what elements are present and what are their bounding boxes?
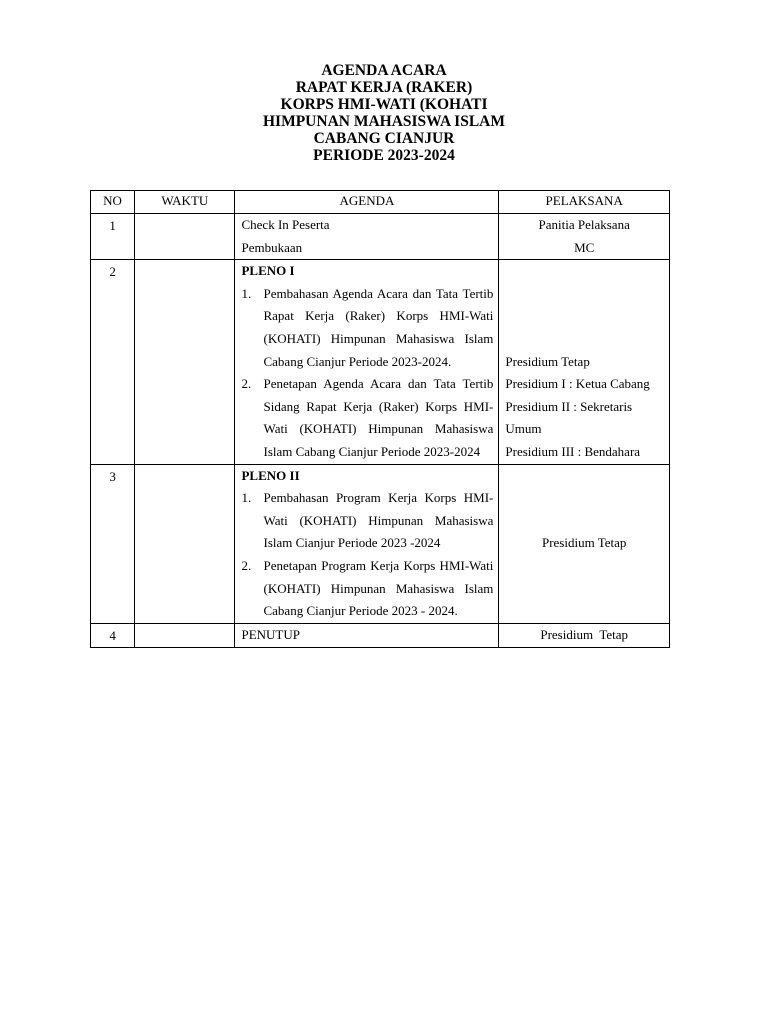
cell-no [91, 260, 135, 464]
list-text: Penetapan Agenda Acara dan Tata Tertib Sidang Rapat Kerja (Raker) Korps HMI-Wati (KOHATI) Himpunan Mahasiswa Islam Cabang Cianjur Periode 2023-2024 [263, 376, 494, 459]
row-number: 1 [109, 218, 116, 233]
table-row [91, 623, 670, 647]
agenda-text: Check In Peserta [241, 217, 330, 232]
cell-pelaksana [499, 260, 670, 464]
row-number: 4 [109, 627, 116, 643]
table-row [91, 214, 670, 260]
agenda-text: Pembukaan [241, 239, 303, 255]
list-text: Pembahasan Program Kerja Korps HMI-Wati (KOHATI) Himpunan Mahasiswa Islam Cianjur Periode 2023 -2024 [263, 490, 494, 551]
list-number: 2. [241, 376, 252, 392]
cell-no [91, 214, 135, 260]
pelaksana-text: Presidium Tetap [541, 535, 627, 551]
title-line-5: CABANG CIANJUR [313, 130, 455, 147]
list-item [241, 373, 493, 463]
cell-pelaksana [499, 623, 670, 647]
list-item [241, 487, 493, 555]
list-number: 1. [241, 490, 252, 506]
cell-waktu [135, 260, 235, 464]
cell-agenda [235, 464, 499, 623]
cell-no [91, 464, 135, 623]
cell-no [91, 623, 135, 647]
cell-agenda [235, 214, 499, 260]
list-item [241, 555, 493, 623]
section-heading: PLENO II [241, 467, 300, 483]
section-heading: PLENO I [241, 263, 295, 279]
agenda-text: PENUTUP [241, 626, 300, 642]
cell-pelaksana [499, 214, 670, 260]
agenda-list [241, 487, 493, 623]
pelaksana-text: MC [574, 239, 595, 255]
header-agenda: AGENDA [235, 191, 499, 214]
table-row [91, 260, 670, 464]
row-number: 3 [109, 468, 116, 484]
list-text: Penetapan Program Kerja Korps HMI-Wati (KOHATI) Himpunan Mahasiswa Islam Cabang Cianjur Periode 2023 - 2024. [263, 557, 494, 619]
agenda-table [90, 190, 670, 648]
cell-agenda [235, 623, 499, 647]
title-line-4: HIMPUNAN MAHASISWA ISLAM [263, 113, 505, 130]
pelaksana-text: Panitia Pelaksana [538, 217, 630, 232]
table-row [91, 464, 670, 623]
table-header-row [91, 191, 670, 214]
cell-waktu [135, 623, 235, 647]
pelaksana-text: Presidium Tetap [505, 353, 590, 369]
cell-waktu [135, 464, 235, 623]
title-line-6: PERIODE 2023-2024 [313, 147, 455, 164]
pelaksana-text: Presidium II : Sekretaris Umum [505, 398, 633, 437]
title-line-2: RAPAT KERJA (RAKER) [295, 79, 473, 96]
cell-waktu [135, 214, 235, 260]
document-title [0, 62, 768, 164]
pelaksana-text: Presidium III : Bendahara [505, 443, 641, 459]
list-text: Pembahasan Agenda Acara dan Tata Tertib Rapat Kerja (Raker) Korps HMI-Wati (KOHATI) Himpunan Mahasiswa Islam Cabang Cianjur Periode 2023-2024. [263, 285, 494, 369]
row-number: 2 [109, 264, 116, 280]
header-no: NO [91, 191, 135, 214]
list-number: 2. [241, 557, 252, 573]
pelaksana-text: Presidium I : Ketua Cabang [505, 376, 650, 392]
pelaksana-text: Presidium Tetap [540, 626, 629, 642]
title-line-3: KORPS HMI-WATI (KOHATI [280, 96, 488, 113]
header-pelaksana: PELAKSANA [499, 191, 670, 214]
cell-agenda [235, 260, 499, 464]
list-number: 1. [241, 285, 252, 301]
cell-pelaksana [499, 464, 670, 623]
agenda-list [241, 283, 493, 464]
header-waktu: WAKTU [135, 191, 235, 214]
title-line-1: AGENDA ACARA [321, 62, 447, 79]
list-item [241, 283, 493, 373]
